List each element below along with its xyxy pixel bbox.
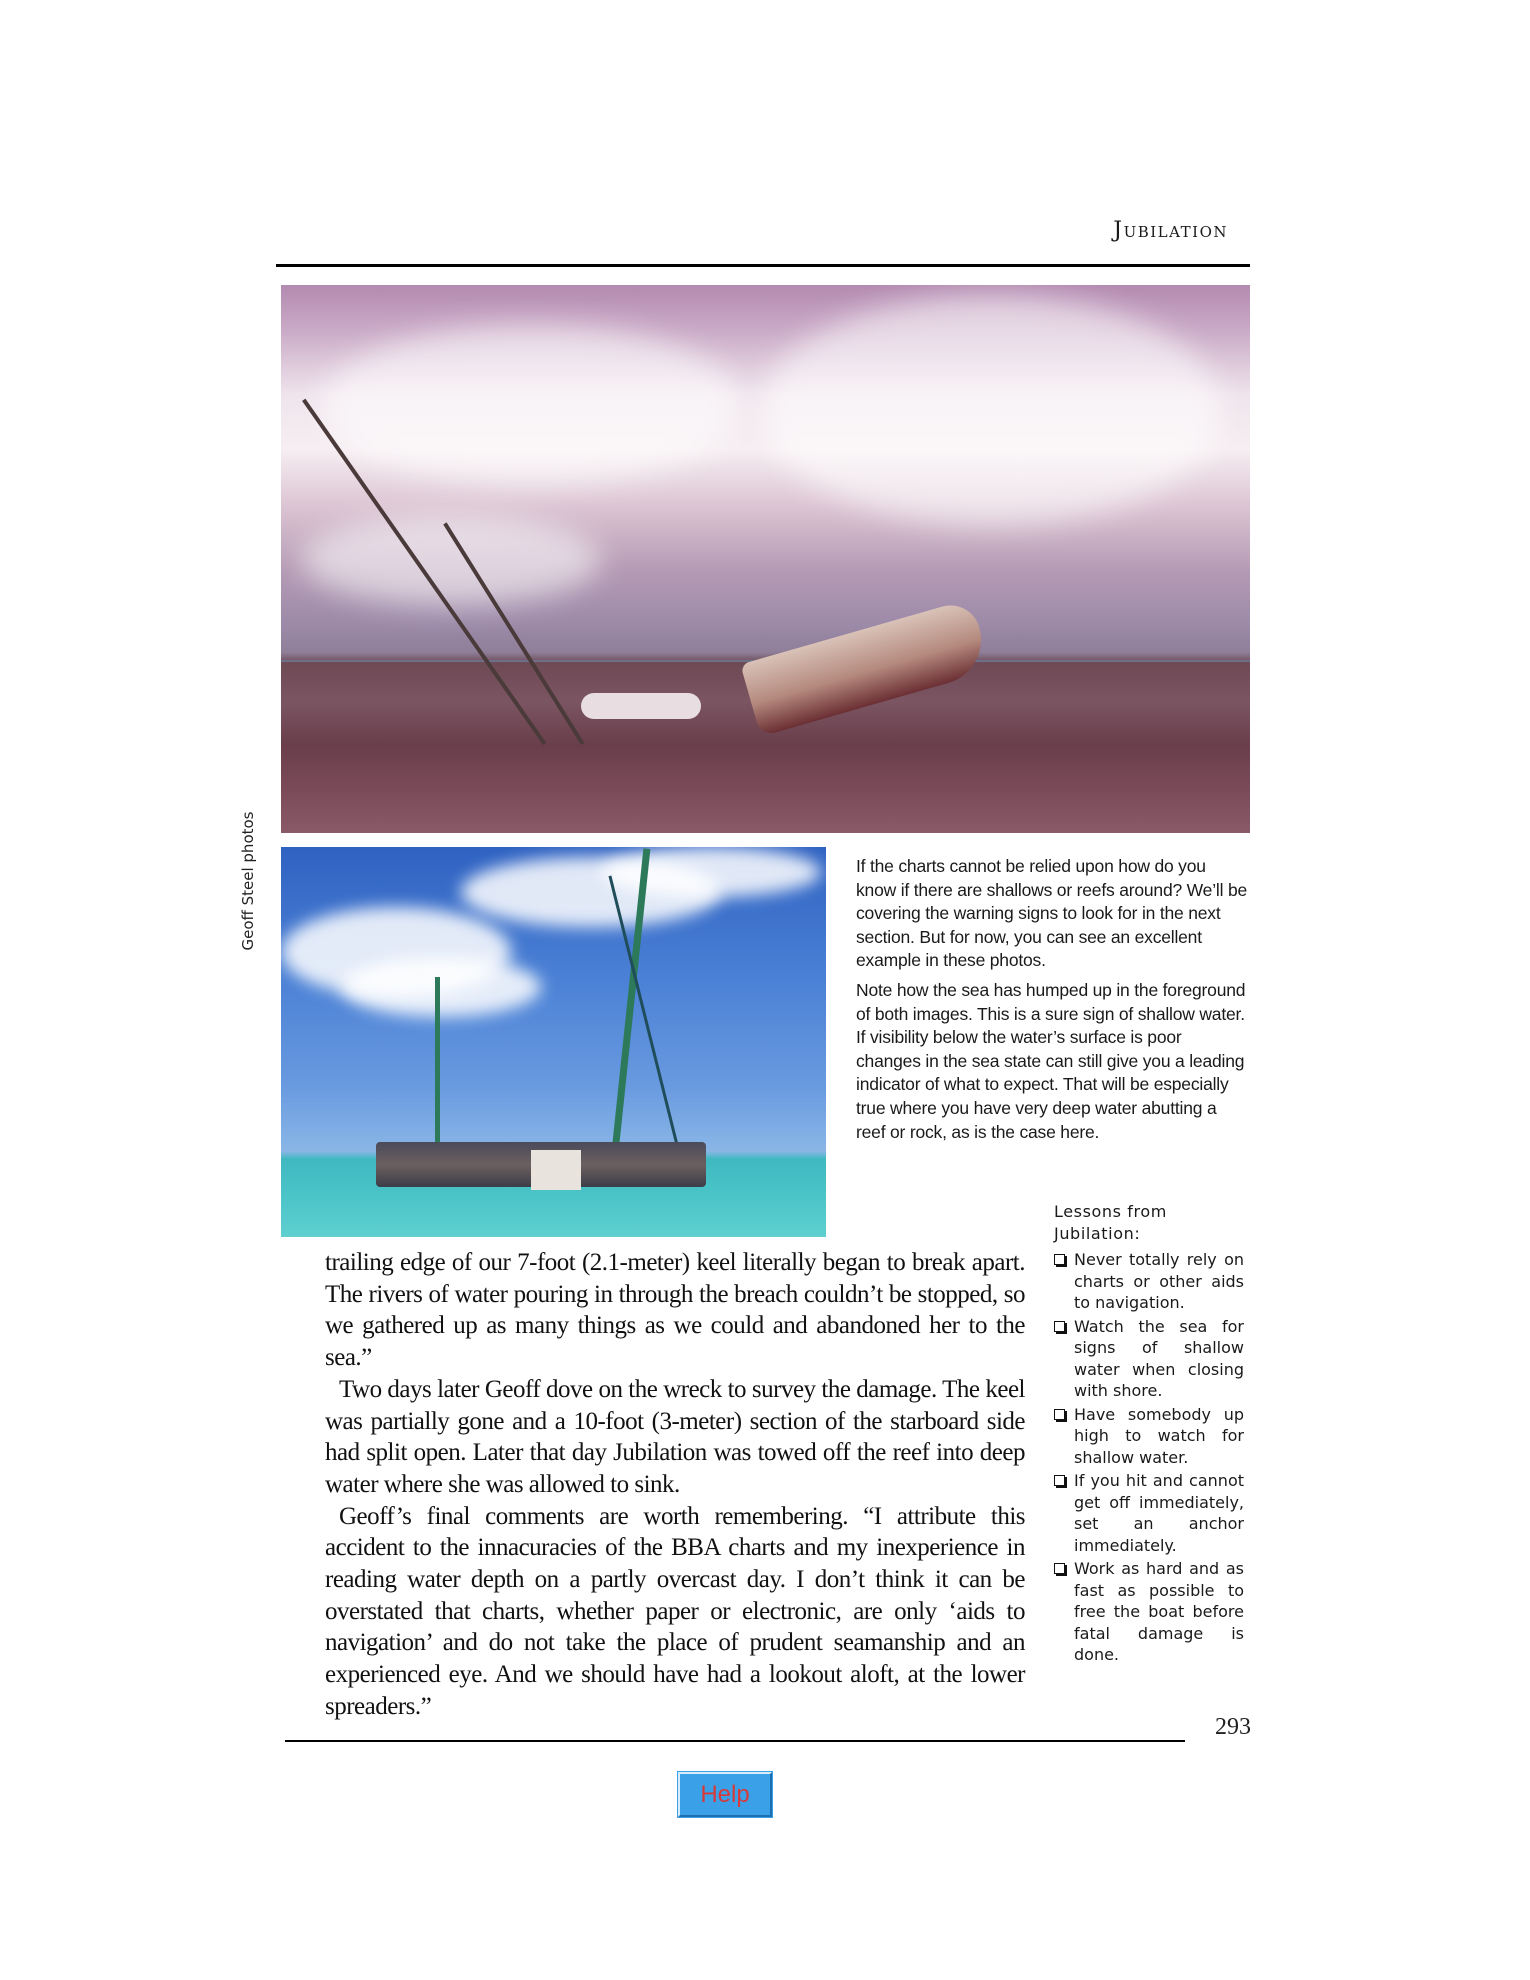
- cloud: [761, 295, 1221, 525]
- dinghy: [581, 693, 701, 719]
- lessons-sidebar: [1054, 1201, 1244, 1668]
- lesson-item: [1054, 1316, 1244, 1402]
- footer-rule: [285, 1740, 1185, 1742]
- cloud: [341, 957, 541, 1017]
- lesson-text: Watch the sea for signs of shallow water when closing with shore.: [1074, 1316, 1244, 1400]
- running-head: Jubilation: [1113, 218, 1228, 243]
- header-rule: [276, 264, 1250, 267]
- caption-paragraph: Note how the sea has humped up in the foreground of both images. This is a sure sign of shallow water. If visibility below the water’s surface is poor changes in the sea state can still give you a leading indicator of what to expect. That will be especially true where you have very deep water abutting a reef or rock, as is the case here.: [856, 979, 1246, 1142]
- checkbox-icon: [1054, 1563, 1065, 1574]
- help-button[interactable]: Help: [678, 1772, 772, 1817]
- cloud: [321, 325, 741, 485]
- page-number: 293: [1215, 1714, 1251, 1740]
- caption-paragraph: If the charts cannot be relied upon how do you know if there are shallows or reefs around? We’ll be covering the warning signs to look for in the next section. But for now, you can see an excellent example in these photos.: [856, 856, 1248, 971]
- lesson-item: [1054, 1249, 1244, 1314]
- body-paragraph: Two days later Geoff dove on the wreck to survey the damage. The keel was partially gone and a 10-foot (3-meter) section of the starboard side had split open. Later that day Jubilation was towed off the reef into deep water where she was allowed to sink.: [325, 1375, 1025, 1498]
- checkbox-icon: [1054, 1254, 1065, 1265]
- checkbox-icon: [1054, 1475, 1065, 1486]
- photo-credit: Geoff Steel photos: [239, 811, 257, 951]
- body-paragraph: Geoff’s final comments are worth remembering. “I attribute this accident to the innacuracies of the BBA charts and my inexperience in reading water depth on a partly overcast day. I don’t think it can be overstated that charts, whether paper or electronic, are only ‘aids to navigation’ and do not take the place of prudent seamanship and an experienced eye. And we should have had a lookout aloft, at the lower spreaders.”: [325, 1502, 1025, 1720]
- lesson-text: Work as hard and as fast as possible to free the boat before fatal damage is done.: [1074, 1559, 1244, 1664]
- lessons-list: [1054, 1249, 1244, 1666]
- checkbox-icon: [1054, 1321, 1065, 1332]
- lesson-text: If you hit and cannot get off immediately, set an anchor immediately.: [1074, 1471, 1244, 1555]
- photo-caption: [856, 855, 1248, 1150]
- mizzen-mast: [435, 977, 440, 1152]
- body-paragraph: trailing edge of our 7-foot (2.1-meter) keel literally began to break apart. The rivers of water pouring in through the breach couldn’t be stopped, so we gathered up as many things as we could and abandoned her to the sea.”: [325, 1249, 1025, 1372]
- body-text: [325, 1247, 1025, 1723]
- sidebar-title: Lessons from Jubilation:: [1054, 1202, 1167, 1243]
- lesson-item: [1054, 1404, 1244, 1469]
- photo-grounded-sailboat: [281, 285, 1250, 833]
- cloud: [601, 847, 821, 897]
- lesson-item: [1054, 1558, 1244, 1666]
- heeled-hull: [740, 598, 991, 736]
- checkbox-icon: [1054, 1409, 1065, 1420]
- lesson-item: [1054, 1470, 1244, 1556]
- lesson-text: Never totally rely on charts or other aids to navigation.: [1074, 1250, 1244, 1312]
- lesson-text: Have somebody up high to watch for shallow water.: [1074, 1404, 1244, 1467]
- cabin-top: [531, 1150, 581, 1190]
- photo-sunken-ketch: [281, 847, 826, 1237]
